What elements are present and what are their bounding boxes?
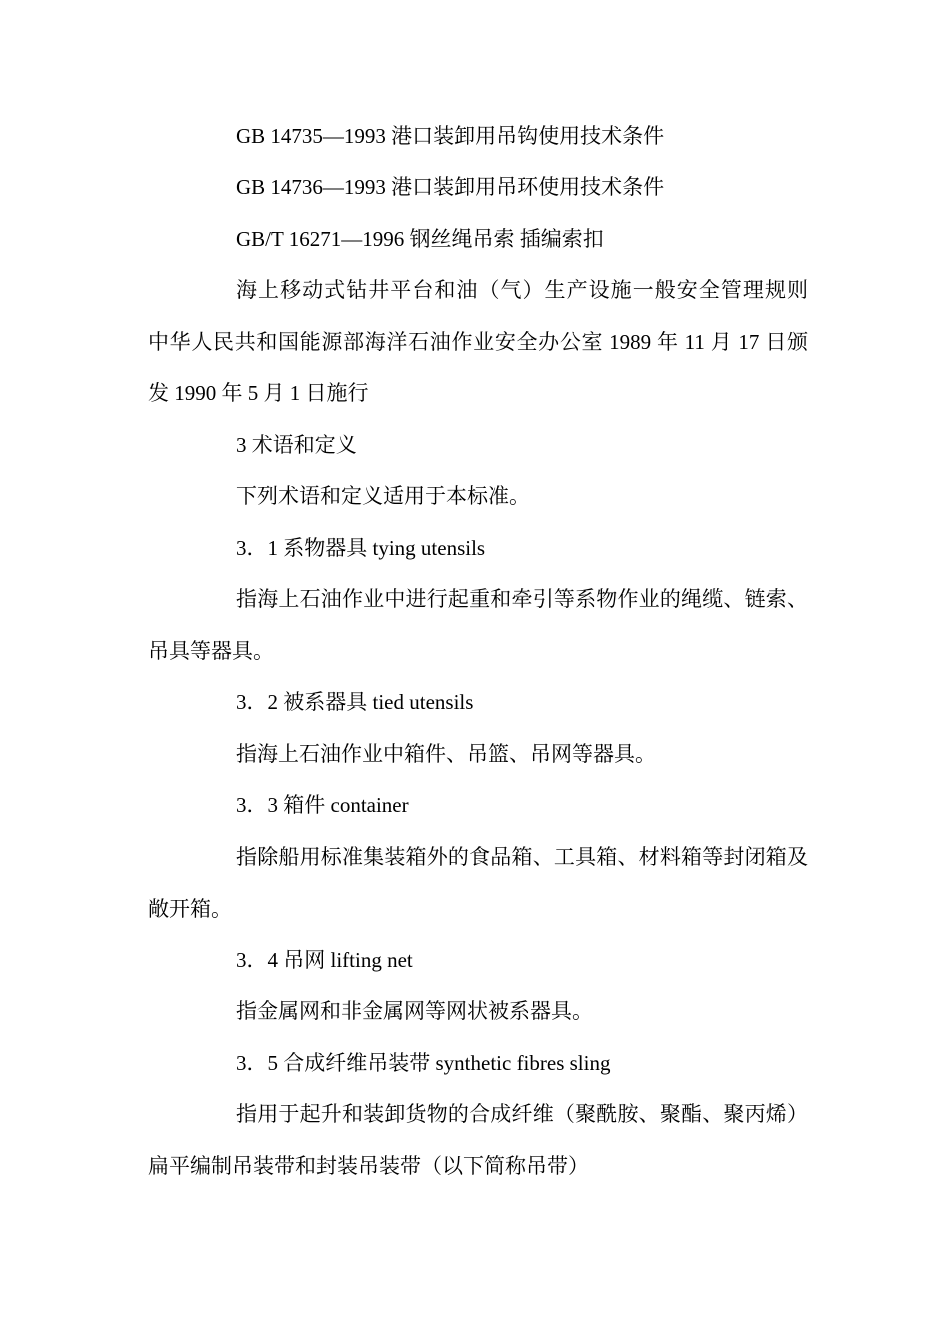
section-intro: 下列术语和定义适用于本标准。 (236, 484, 530, 508)
term-heading-3-3: 3．3 箱件 container (236, 793, 409, 817)
reference-gb14735: GB 14735—1993 港口装卸用吊钩使用技术条件 (236, 124, 665, 148)
term-heading-3-2: 3．2 被系器具 tied utensils (236, 690, 474, 714)
term-definition-3-5: 指用于起升和装卸货物的合成纤维（聚酰胺、聚酯、聚丙烯）扁平编制吊装带和封装吊装带（以下简称吊带） (148, 1102, 808, 1178)
section-heading-terms: 3 术语和定义 (236, 433, 357, 457)
term-heading-3-5: 3．5 合成纤维吊装带 synthetic fibres sling (236, 1051, 611, 1075)
reference-gbt16271: GB/T 16271—1996 钢丝绳吊索 插编索扣 (236, 227, 604, 251)
term-heading-3-1: 3．1 系物器具 tying utensils (236, 536, 486, 560)
term-definition-3-4: 指金属网和非金属网等网状被系器具。 (236, 999, 593, 1023)
reference-offshore-safety-rules: 海上移动式钻井平台和油（气）生产设施一般安全管理规则 中华人民共和国能源部海洋石油作业安全办公室 1989 年 11 月 17 日颁发 1990 年 5 月 1 日施行 (148, 278, 808, 405)
term-definition-3-1: 指海上石油作业中进行起重和牵引等系物作业的绳缆、链索、吊具等器具。 (148, 587, 808, 663)
term-definition-3-2: 指海上石油作业中箱件、吊篮、吊网等器具。 (236, 742, 656, 766)
reference-gb14736: GB 14736—1993 港口装卸用吊环使用技术条件 (236, 175, 665, 199)
term-heading-3-4: 3．4 吊网 lifting net (236, 948, 413, 972)
term-definition-3-3: 指除船用标准集装箱外的食品箱、工具箱、材料箱等封闭箱及敞开箱。 (148, 845, 808, 921)
